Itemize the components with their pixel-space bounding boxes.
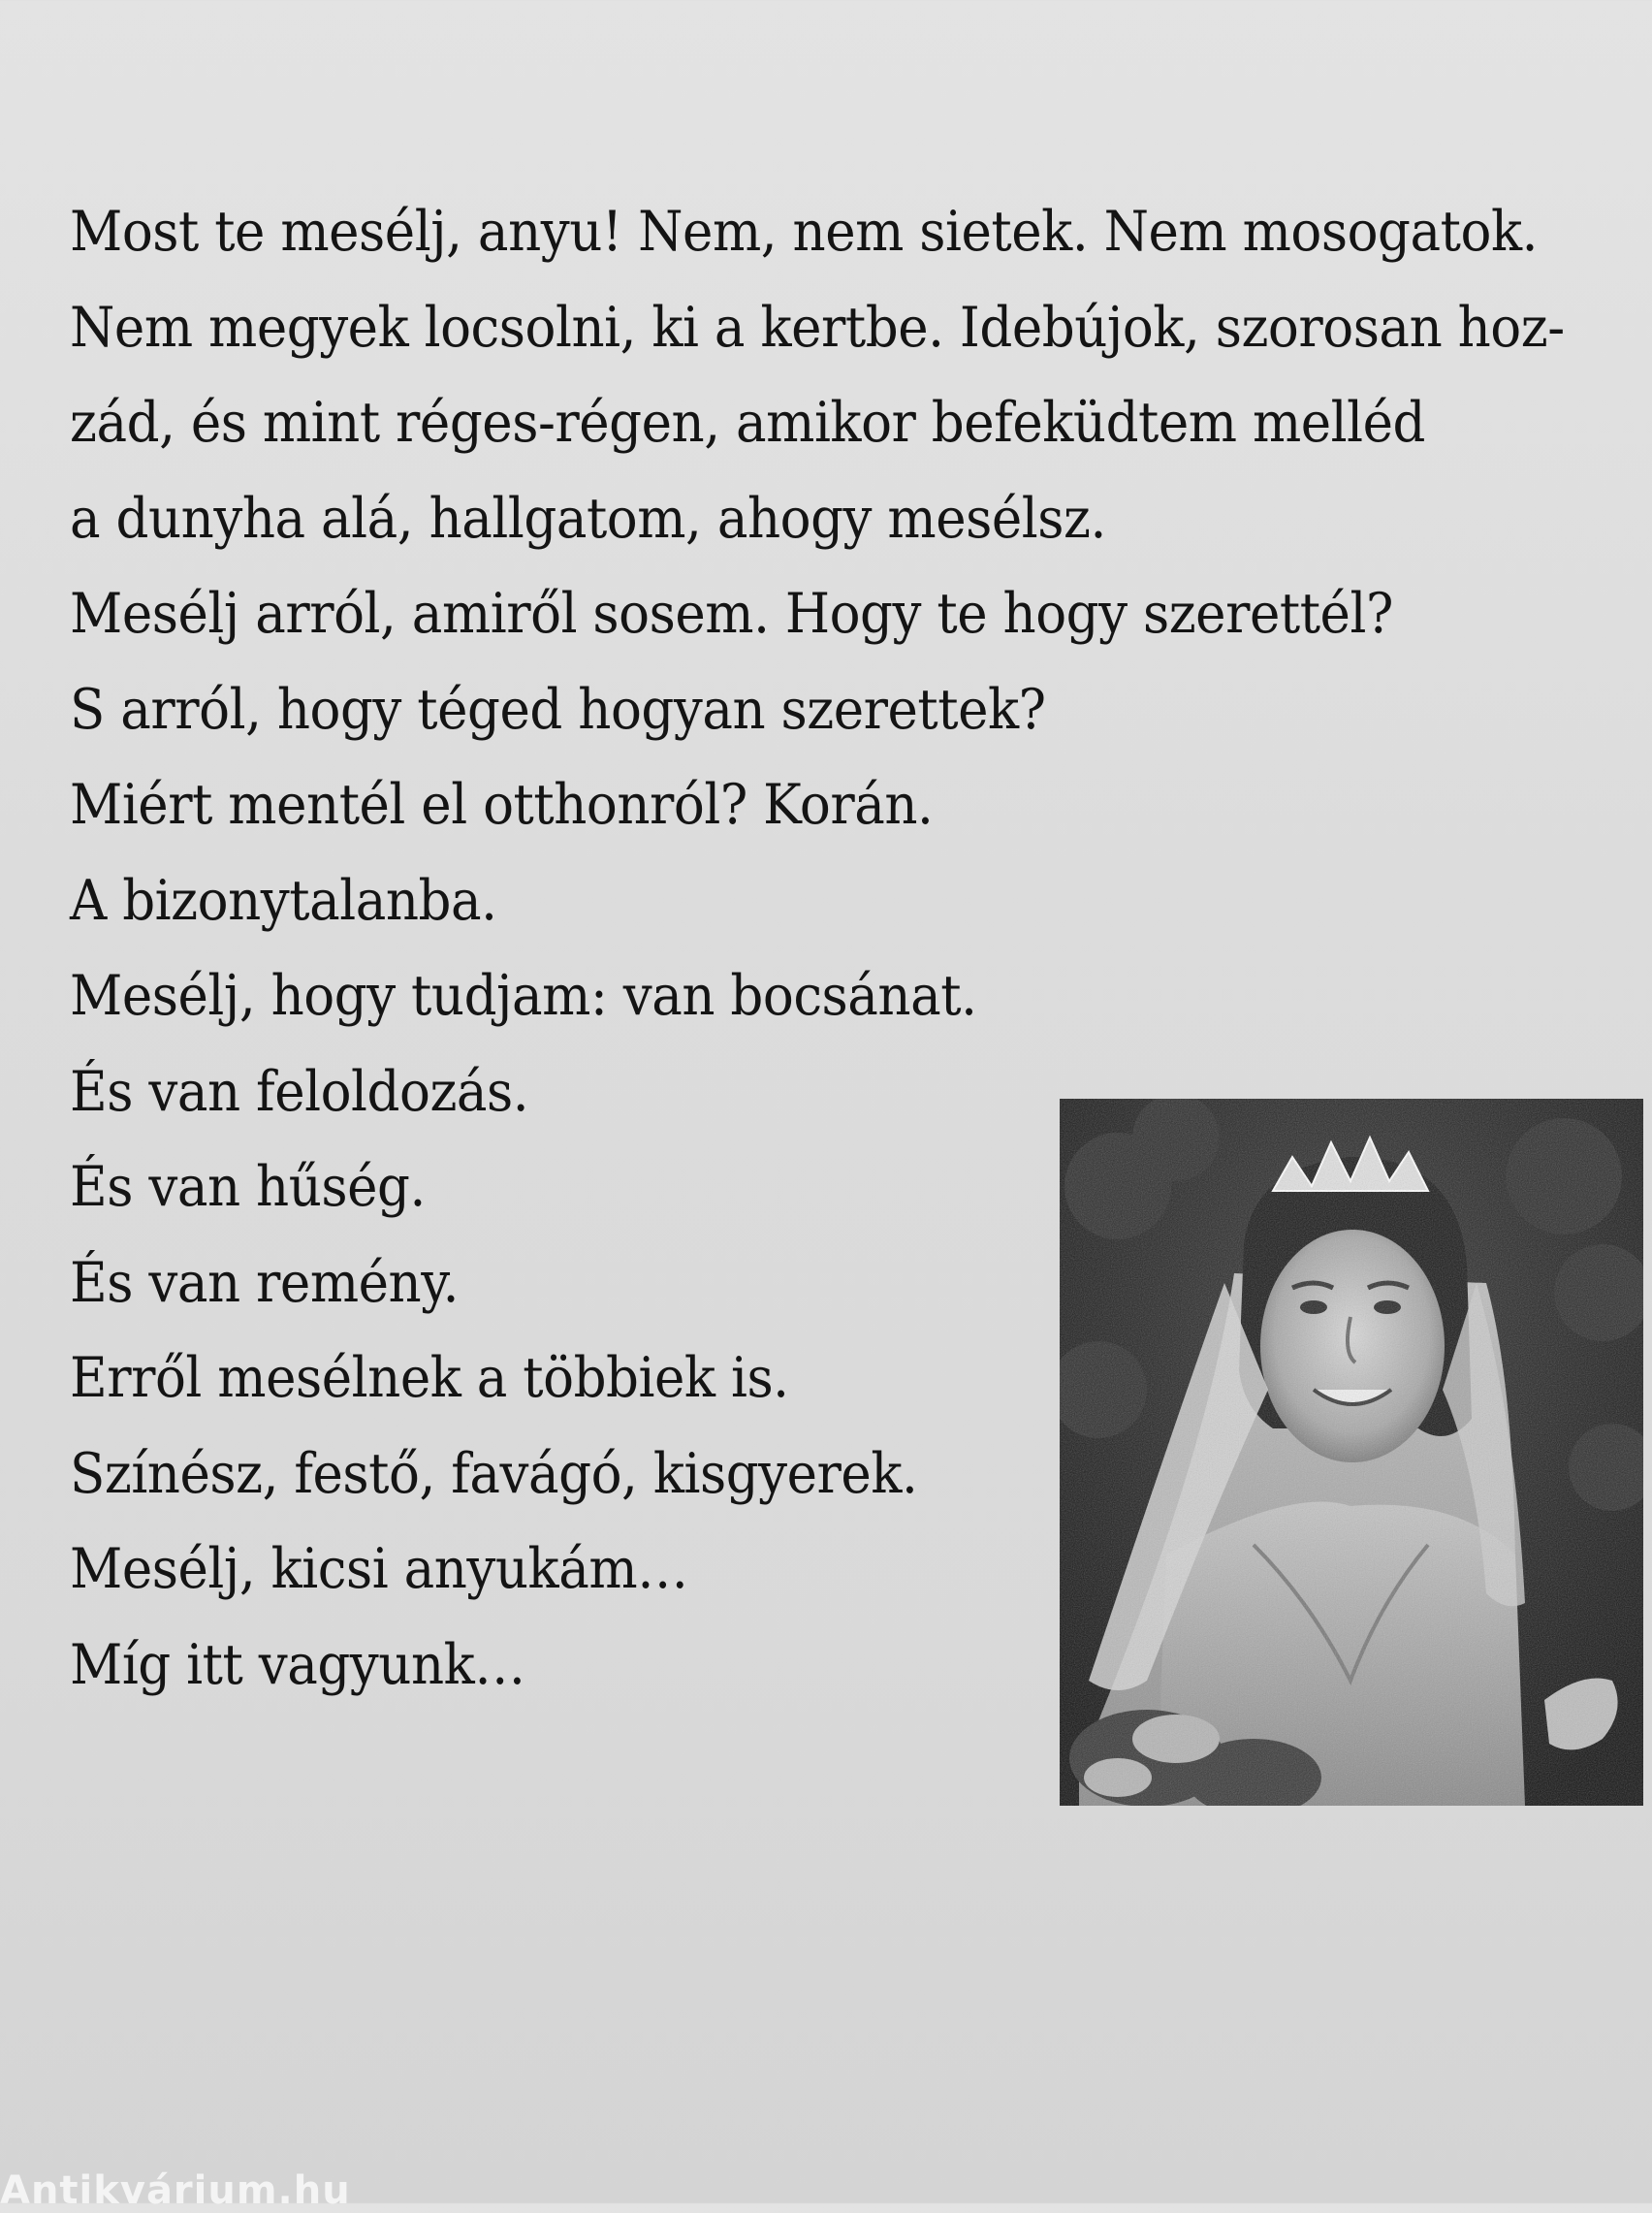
poem-line: Míg itt vagyunk… (70, 1632, 525, 1697)
poem-line: És van hűség. (70, 1155, 426, 1219)
portrait-photo (1060, 1099, 1643, 1806)
poem-line: A bizonytalanba. (70, 868, 497, 933)
poem-line: Mesélj arról, amiről sosem. Hogy te hogy szerettél? (70, 582, 1393, 646)
poem-line: S arról, hogy téged hogyan szerettek? (70, 677, 1046, 742)
poem-line: Miért mentél el otthonról? Korán. (70, 773, 934, 837)
poem-line: zád, és mint réges-régen, amikor befeküdtem melléd (70, 391, 1426, 455)
poem-line: Színész, festő, favágó, kisgyerek. (70, 1441, 918, 1506)
portrait-photo-illustration (1060, 1099, 1643, 1806)
poem-line: Mesélj, kicsi anyukám… (70, 1537, 688, 1601)
poem-line: És van feloldozás. (70, 1059, 529, 1124)
poem-line: És van remény. (70, 1250, 460, 1315)
poem-line: a dunyha alá, hallgatom, ahogy mesélsz. (70, 486, 1106, 551)
poem-line: Mesélj, hogy tudjam: van bocsánat. (70, 964, 977, 1028)
watermark: Antikvárium.hu (0, 2168, 351, 2213)
poem-line: Most te mesélj, anyu! Nem, nem sietek. Nem mosogatok. (70, 200, 1538, 264)
poem-line: Erről mesélnek a többiek is. (70, 1346, 789, 1410)
poem-line: Nem megyek locsolni, ki a kertbe. Idebújok, szorosan hoz- (70, 295, 1565, 360)
